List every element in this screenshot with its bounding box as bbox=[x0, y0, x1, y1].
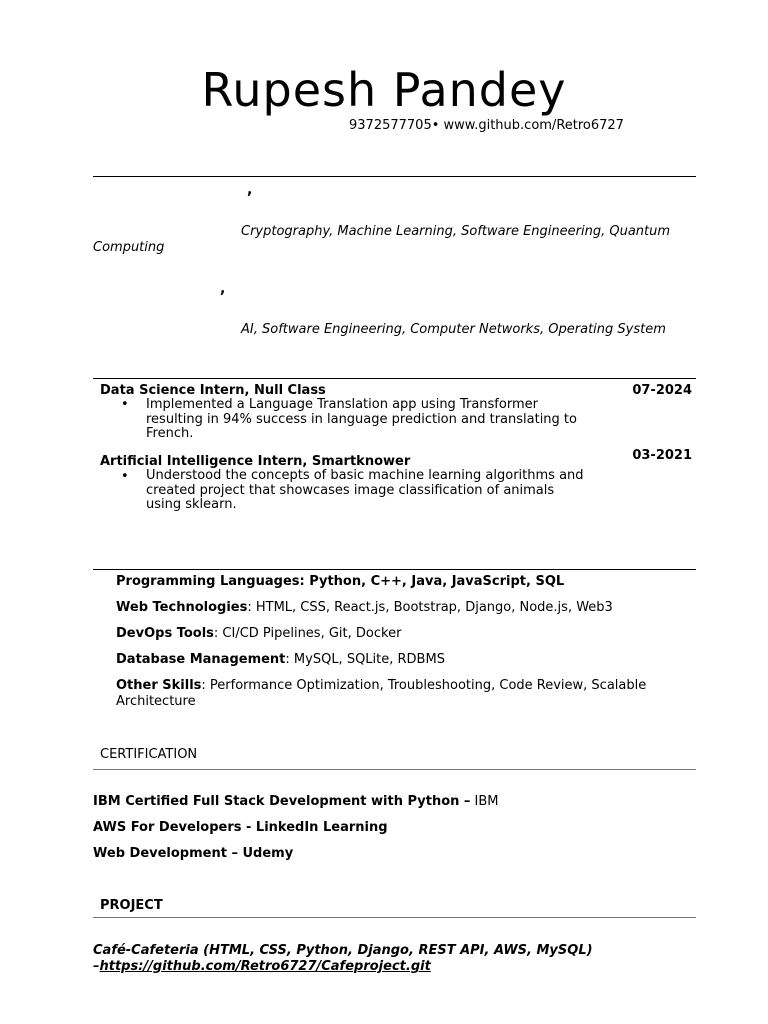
bullet-icon: • bbox=[121, 397, 129, 412]
skill-label: Programming Languages: Python, C++, Java, JavaScript, SQL bbox=[116, 574, 565, 589]
section-divider bbox=[93, 917, 696, 918]
education-entry-1-interests: Cryptography, Machine Learning, Software Engineering, Quantum bbox=[241, 224, 671, 239]
project-github-link[interactable]: https://github.com/Retro6727/Cafeproject.git bbox=[99, 959, 431, 974]
contact-info: 9372577705• www.github.com/Retro6727 bbox=[349, 118, 624, 133]
skill-other-skills bbox=[116, 678, 676, 710]
skill-devops-tools bbox=[116, 626, 401, 641]
project-link-line bbox=[93, 959, 431, 974]
certification-item bbox=[93, 794, 499, 809]
section-divider bbox=[93, 176, 696, 177]
skill-value: : Performance Optimization, Troubleshooting, Code Review, Scalable Architecture bbox=[116, 678, 647, 709]
skill-value: : CI/CD Pipelines, Git, Docker bbox=[213, 626, 402, 641]
skill-label: DevOps Tools bbox=[116, 626, 214, 641]
certification-item bbox=[93, 846, 293, 861]
experience-1-date: 07-2024 bbox=[632, 383, 692, 398]
bullet-icon: • bbox=[121, 469, 129, 484]
education-entry-1-comma: , bbox=[247, 182, 253, 198]
experience-1-title: Data Science Intern, Null Class bbox=[100, 383, 326, 398]
candidate-name: Rupesh Pandey bbox=[201, 63, 567, 117]
experience-2-bullet: Understood the concepts of basic machine learning algorithms and created project that showcases image classification of animals using sklearn. bbox=[146, 468, 584, 512]
education-entry-1-interests-cont: Computing bbox=[93, 240, 165, 255]
skill-programming-languages bbox=[116, 574, 564, 589]
certification-heading: CERTIFICATION bbox=[100, 747, 198, 762]
section-divider bbox=[93, 769, 696, 770]
skill-web-technologies bbox=[116, 600, 613, 615]
certification-issuer: IBM bbox=[470, 794, 499, 809]
project-title: Café-Cafeteria (HTML, CSS, Python, Django, REST API, AWS, MySQL) bbox=[93, 943, 593, 958]
education-entry-2-interests: AI, Software Engineering, Computer Networks, Operating System bbox=[241, 322, 666, 337]
certification-name: IBM Certified Full Stack Development with Python – bbox=[93, 794, 471, 809]
section-divider bbox=[93, 378, 696, 379]
experience-1-bullet: Implemented a Language Translation app using Transformer resulting in 94% success in language prediction and translating to French. bbox=[146, 397, 577, 441]
education-entry-2-comma: , bbox=[220, 281, 226, 297]
skill-database-management bbox=[116, 652, 445, 667]
skill-label: Other Skills bbox=[116, 678, 202, 693]
section-divider bbox=[93, 569, 696, 570]
experience-2-title: Artificial Intelligence Intern, Smartknower bbox=[100, 454, 411, 469]
certification-item bbox=[93, 820, 388, 835]
certification-name: AWS For Developers - LinkedIn Learning bbox=[93, 820, 388, 835]
skill-label: Web Technologies bbox=[116, 600, 248, 615]
certification-name: Web Development – Udemy bbox=[93, 846, 294, 861]
skill-value: : HTML, CSS, React.js, Bootstrap, Django, Node.js, Web3 bbox=[247, 600, 613, 615]
skill-label: Database Management bbox=[116, 652, 286, 667]
project-heading: PROJECT bbox=[100, 898, 163, 913]
skill-value: : MySQL, SQLite, RDBMS bbox=[285, 652, 445, 667]
experience-2-date: 03-2021 bbox=[632, 448, 692, 463]
project-dash: – bbox=[93, 959, 100, 974]
